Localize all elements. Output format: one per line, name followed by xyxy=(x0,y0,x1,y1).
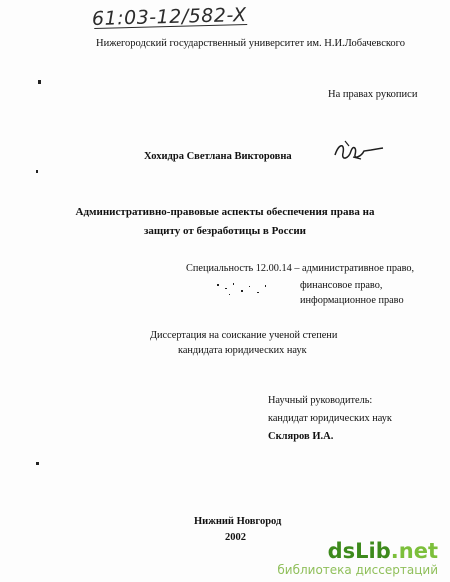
archive-code-text: 61:03-12/582-X xyxy=(91,3,247,31)
supervisor-degree: кандидат юридических наук xyxy=(268,413,392,424)
dissertation-title-line-2: защиту от безработицы в России xyxy=(143,225,307,237)
author-signature xyxy=(331,137,391,167)
supervisor-name: Скляров И.А. xyxy=(268,431,334,442)
watermark-logo: dsLib.net xyxy=(327,539,438,563)
archive-code xyxy=(92,4,247,30)
watermark-subtitle: библиотека диссертаций xyxy=(277,563,438,577)
university-name: Нижегородский государственный университет им. Н.И.Лобачевского xyxy=(96,38,405,49)
margin-mark xyxy=(36,462,39,465)
degree-statement-line-1: Диссертация на соискание ученой степени xyxy=(150,330,338,341)
margin-mark xyxy=(36,170,38,173)
watermark xyxy=(277,541,438,576)
faded-stamp-marks xyxy=(215,280,275,298)
supervisor-label: Научный руководитель: xyxy=(268,395,373,406)
dissertation-title-line-1: Административно-правовые аспекты обеспечения права на xyxy=(75,206,375,218)
specialty-line-3: информационное право xyxy=(300,295,404,306)
degree-statement-line-2: кандидата юридических наук xyxy=(178,345,307,356)
author-name: Хохидра Светлана Викторовна xyxy=(144,151,292,162)
specialty-line-2: финансовое право, xyxy=(300,280,383,291)
city: Нижний Новгород xyxy=(194,516,282,527)
margin-mark xyxy=(38,80,41,84)
specialty-line-1: Специальность 12.00.14 – административное право, xyxy=(186,263,415,274)
year: 2002 xyxy=(225,532,246,543)
manuscript-rights-label: На правах рукописи xyxy=(328,89,418,100)
